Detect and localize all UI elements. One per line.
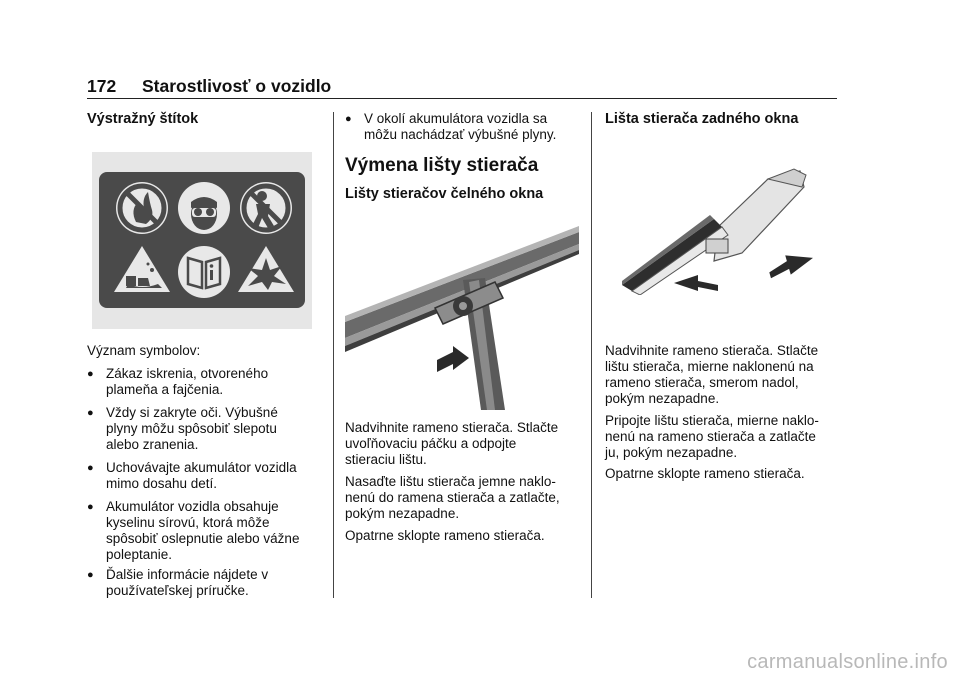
windshield-wiper-heading: Lišty stieračov čelného okna [345,186,544,202]
read-manual-icon [178,246,230,298]
rear-wiper-heading: Lišta stierača zadného okna [605,111,799,127]
watermark: carmanualsonline.info [747,651,948,673]
bullet-icon: ● [87,407,94,419]
section-title: Výmena lišty stierača [345,155,539,176]
rear-wiper-paragraph-3: Opatrne sklopte rameno stierača. [605,466,805,481]
bullet-icon: ● [87,462,94,474]
windshield-paragraph-2: Nasaďte lištu stierača jemne naklo- nenú do ramena stierača a zatlačte, pokým nezapadne. [345,474,560,521]
list-item: ● Vždy si zakryte oči. Výbušné plyny môžu spôsobiť slepotu alebo zranenia. [87,405,278,452]
no-fire-icon [116,182,168,234]
column-divider [591,112,592,598]
windshield-paragraph-1: Nadvihnite rameno stierača. Stlačte uvoľňovaciu páčku a odpojte stieraciu lištu. [345,420,559,467]
eye-protection-icon [178,182,230,234]
rear-wiper-figure [618,165,824,295]
bullet-icon: ● [345,113,352,125]
warning-label-heading: Výstražný štítok [87,111,199,127]
symbols-intro: Význam symbolov: [87,343,201,358]
page-number: 172 [87,76,117,96]
bullet-icon: ● [87,569,94,581]
header-rule [87,98,837,99]
battery-warning-label-figure [92,152,312,329]
list-item: ● Uchovávajte akumulátor vozidla mimo dosahu detí. [87,460,297,491]
keep-children-away-icon [240,182,292,234]
chapter-title: Starostlivosť o vozidlo [142,76,332,96]
windshield-paragraph-3: Opatrne sklopte rameno stierača. [345,528,545,543]
bullet-icon: ● [87,368,94,380]
list-item: ● Ďalšie informácie nájdete v používateľskej príručke. [87,567,269,598]
list-item: ● Akumulátor vozidla obsahuje kyselinu sírovú, ktorá môže spôsobiť oslepnutie alebo vážne poleptanie. [87,499,300,562]
column-divider [333,112,334,598]
page-header [87,76,837,98]
list-item: ● Zákaz iskrenia, otvoreného plameňa a fajčenia. [87,366,269,397]
rear-wiper-paragraph-2: Pripojte lištu stierača, mierne naklo- nenú na rameno stierača a zatlačte ju, pokým nezapadne. [605,413,819,460]
windshield-wiper-figure [345,220,579,410]
rear-wiper-paragraph-1: Nadvihnite rameno stierača. Stlačte lištu stierača, mierne naklonenú na rameno stierača, smerom nadol, pokým nezapadne. [605,343,819,406]
bullet-icon: ● [87,501,94,513]
list-item: ● V okolí akumulátora vozidla sa môžu nachádzať výbušné plyny. [345,111,557,142]
